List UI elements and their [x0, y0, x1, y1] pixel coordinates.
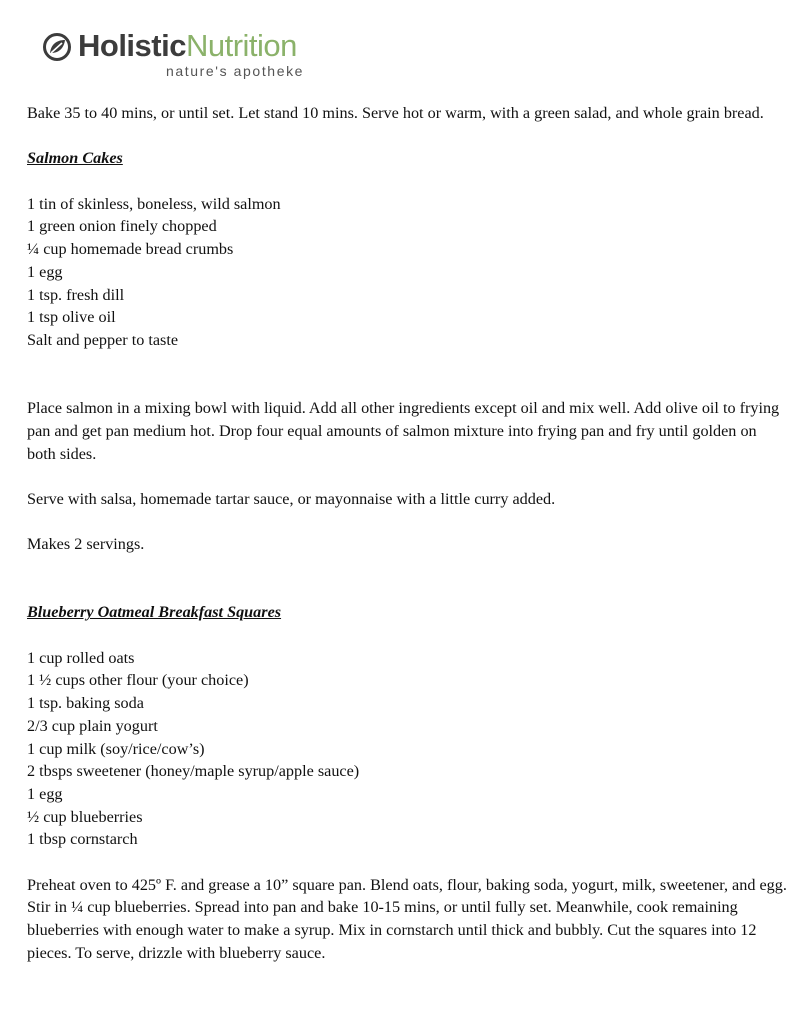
- document-body: [27, 102, 787, 965]
- ingredient-item: 1 cup milk (soy/rice/cow’s): [27, 739, 205, 758]
- brand-name: [78, 26, 297, 66]
- ingredient-item: 1 cup rolled oats: [27, 648, 135, 667]
- brand-name-part1: Holistic: [78, 28, 186, 63]
- brand-name-part2: Nutrition: [185, 28, 297, 63]
- ingredient-item: 1 ½ cups other flour (your choice): [27, 671, 249, 690]
- brand-header: [40, 26, 360, 82]
- salmon-ingredients-list: [27, 193, 787, 352]
- ingredient-item: 1 tsp. baking soda: [27, 694, 144, 713]
- ingredient-item: Salt and pepper to taste: [27, 331, 179, 349]
- ingredient-item: ½ cup blueberries: [27, 807, 143, 826]
- salmon-serving-suggestion: Serve with salsa, homemade tartar sauce, or mayonnaise with a little curry added.: [27, 489, 556, 508]
- blueberry-recipe-title: Blueberry Oatmeal Breakfast Squares: [27, 603, 282, 622]
- salmon-recipe-title: Salmon Cakes: [27, 149, 123, 168]
- ingredient-item: ¼ cup homemade bread crumbs: [27, 240, 234, 259]
- ingredient-item: 1 tbsp cornstarch: [27, 830, 138, 849]
- ingredient-item: 1 egg: [27, 262, 63, 281]
- ingredient-item: 1 tsp. fresh dill: [27, 285, 125, 304]
- blueberry-ingredients-list: [27, 647, 787, 851]
- salmon-directions: Place salmon in a mixing bowl with liquid. Add all other ingredients except oil and mix well. Add olive oil to frying pan and get pan medium hot. Drop four equal amounts of salmon mixture into frying pan and fry until golden on both sides.: [27, 399, 780, 463]
- ingredient-item: 1 tsp olive oil: [27, 308, 116, 327]
- intro-paragraph: Bake 35 to 40 mins, or until set. Let stand 10 mins. Serve hot or warm, with a green salad, and whole grain bread.: [27, 104, 764, 122]
- ingredient-item: 2 tbsps sweetener (honey/maple syrup/apple sauce): [27, 762, 360, 781]
- ingredient-item: 2/3 cup plain yogurt: [27, 716, 158, 735]
- ingredient-item: 1 tin of skinless, boneless, wild salmon: [27, 194, 281, 213]
- blueberry-directions: Preheat oven to 425º F. and grease a 10” square pan. Blend oats, flour, baking soda, yogurt, milk, sweetener, and egg. Stir in ¼ cup blueberries. Spread into pan and bake 10-15 mins, or until fully set. Meanwhile, cook remaining blueberries with enough water to make a syrup. Mix in cornstarch until thick and bubbly. Cut the squares into 12 pieces. To serve, drizzle with blueberry sauce.: [27, 875, 787, 962]
- ingredient-item: 1 egg: [27, 784, 63, 803]
- brand-tagline: nature's apotheke: [166, 63, 305, 79]
- leaf-logo-icon: [42, 32, 72, 62]
- salmon-servings: Makes 2 servings.: [27, 535, 145, 554]
- ingredient-item: 1 green onion finely chopped: [27, 217, 217, 236]
